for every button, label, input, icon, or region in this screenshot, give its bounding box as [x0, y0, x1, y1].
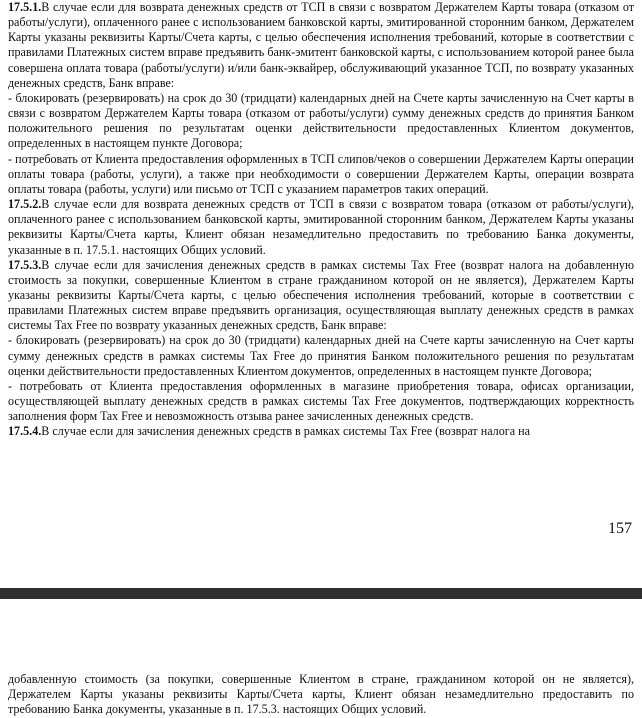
paragraph-bullet	[8, 333, 634, 378]
paragraph-17-5-1	[8, 0, 634, 91]
paragraph-bullet	[8, 91, 634, 152]
clause-number: 17.5.1.	[8, 0, 42, 14]
paragraph-text: В случае если для зачисления денежных средств в рамках системы Tax Free (возврат налога на добавленную стоимость за покупки, совершенные Клиентом в стране гражданином которой он не является), Держателем Карты указаны реквизиты Карты/Счета карты, с целью обеспечения исполнения требований, которые в соответствии с правилами Платежных систем вправе предъявить организация, осуществляющая выплату денежных средств в рамках системы Tax Free по возврату указанных денежных средств, Банк вправе:	[8, 257, 634, 333]
paragraph-text: В случае если для возврата денежных средств от ТСП в связи с возвратом Держателем Карты товара (отказом от работы/услуги), оплаченного ранее с использованием банковской карты, эмитированной сторонним банком, Держателем Карты указаны реквизиты Карты/Счета карты, с целью обеспечения исполнения требований, которые в соответствии с правилами Платежных систем вправе предъявить банк-эмитент банковской карты, с использованием которой ранее была совершена оплата товара (работы/услуги) и/или банк-эквайрер, обслуживающий указанное ТСП, по возврату указанных денежных средств, Банк вправе:	[8, 0, 634, 90]
paragraph-text: - блокировать (резервировать) на срок до 30 (тридцати) календарных дней на Счете карты зачисленную на Счет карты в связи с возвратом Держателем Карты товара (отказом от работы/услуги) сумму денежных средств до принятия Банком положительного решения по результатам оценки действительности предоставленных Клиентом документов, определенных в настоящем пункте Договора;	[8, 90, 634, 151]
clause-number: 17.5.4.	[8, 424, 42, 439]
paragraph-text: - блокировать (резервировать) на срок до 30 (тридцати) календарных дней на Счете карты зачисленную на Счет карты сумму денежных средств в рамках системы Tax Free до принятия Банком положительного решения по результатам оценки действительности предоставленных Клиентом документов, определенных в настоящем пункте Договора;	[8, 333, 634, 378]
clause-number: 17.5.2.	[8, 197, 42, 212]
paragraph-text: В случае если для возврата денежных средств от ТСП в связи с возвратом товара (отказом от работы/услуги), оплаченного ранее с использованием банковской карты, эмитированной сторонним банком, Держателем Карты указаны реквизиты Карты/Счета карты, Клиент обязан незамедлительно предоставить по требованию Банка документы, указанные в п. 17.5.1. настоящих Общих условий.	[8, 197, 634, 257]
paragraph-text: - потребовать от Клиента предоставления оформленных в магазине приобретения товара, офисах организации, осуществляющей выплату денежных средств в рамках системы Tax Free документов, подтверждающих корректность заполнения форм Tax Free и невозможность отзыва ранее зачисленных денежных средств.	[8, 378, 634, 424]
paragraph-17-5-3	[8, 258, 634, 334]
page-number: 157	[608, 520, 632, 537]
paragraph-17-5-4	[8, 424, 634, 439]
next-page-body	[8, 672, 634, 717]
page-separator	[0, 588, 642, 599]
paragraph-text: В случае если для зачисления денежных средств в рамках системы Tax Free (возврат налога на	[41, 424, 530, 439]
paragraph-text: - потребовать от Клиента предоставления оформленных в ТСП слипов/чеков о совершении Держателем Карты операции оплаты товара (работы, услуги), а также при необходимости о совершении Держателем Карты, операции возврата оплаты товара (работы, услуги) или письмо от ТСП с указанием параметров таких операций.	[8, 151, 634, 196]
paragraph-bullet	[8, 379, 634, 424]
next-document-page	[0, 599, 642, 718]
paragraph-17-5-2	[8, 197, 634, 258]
paragraph-continuation	[8, 672, 634, 717]
page-body	[8, 0, 634, 440]
paragraph-text: добавленную стоимость (за покупки, совершенные Клиентом в стране, гражданином которой он не является), Держателем Карты указаны реквизиты Карты/Счета карты, Клиент обязан незамедлительно предоставить по требованию Банка документы, указанные в п. 17.5.3. настоящих Общих условий.	[8, 672, 634, 717]
paragraph-bullet	[8, 152, 634, 197]
clause-number: 17.5.3.	[8, 257, 42, 272]
